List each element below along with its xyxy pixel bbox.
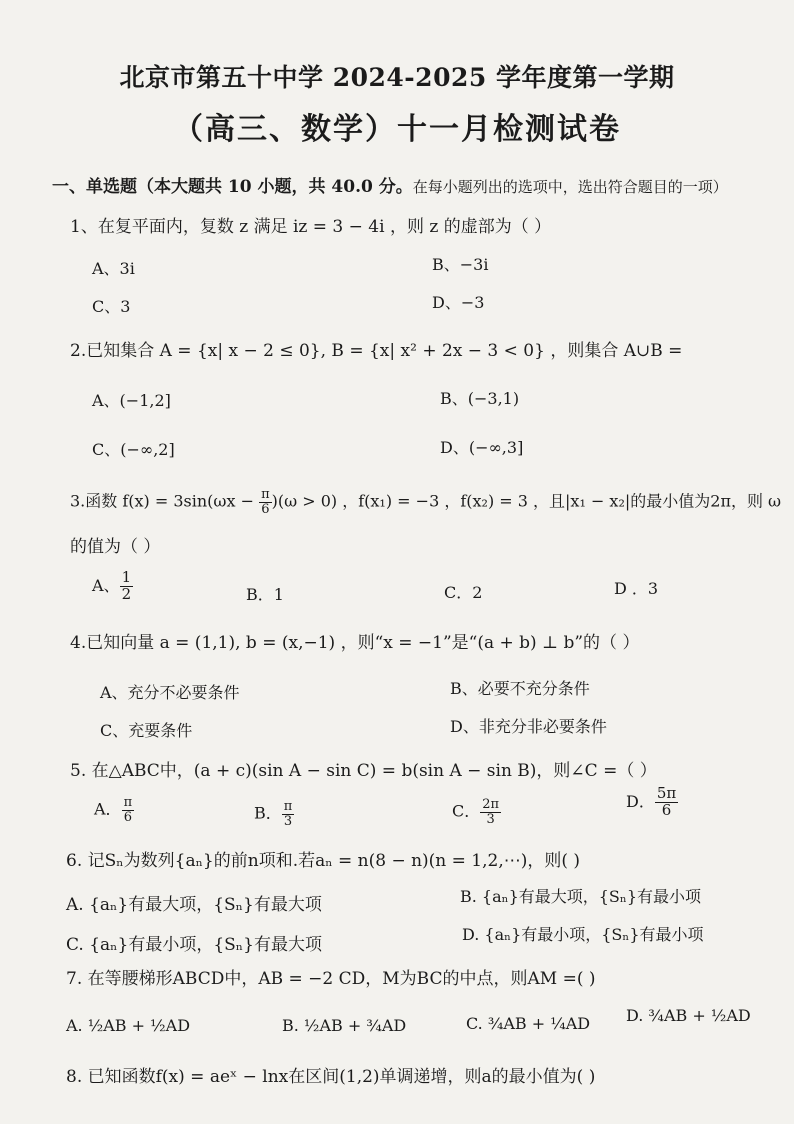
question-3-fraction-den: 6 xyxy=(261,501,270,517)
question-4-option-b: B、必要不充分条件 xyxy=(450,679,590,698)
question-4-option-d: D、非充分非必要条件 xyxy=(450,717,607,736)
section-heading-main: 一、单选题（本大题共 10 小题，共 40.0 分。 xyxy=(52,177,413,197)
question-2-option-a: A、(−1,2] xyxy=(92,391,171,410)
question-6-option-c: C. {aₙ}有最小项，{Sₙ}有最大项 xyxy=(66,935,322,955)
question-5-option-b-frac xyxy=(282,800,295,828)
question-5-option-d xyxy=(626,786,678,819)
question-2-option-c: C、(−∞,2] xyxy=(92,440,175,459)
question-3-stem-part3: 的值为（ ） xyxy=(70,537,161,557)
question-3-option-a xyxy=(92,570,133,603)
question-1-option-c: C、3 xyxy=(92,297,131,316)
question-7-option-d: D. ¾AB + ½AD xyxy=(626,1006,751,1025)
question-5-option-c-label: C． xyxy=(452,801,481,821)
question-5-option-a-num: π xyxy=(123,795,133,810)
question-3-stem xyxy=(70,488,785,516)
question-5-option-b-den: 3 xyxy=(283,813,293,829)
question-4-option-c: C、充要条件 xyxy=(100,721,193,740)
question-3-option-c: C．2 xyxy=(444,583,483,602)
question-5-option-c-den: 3 xyxy=(486,811,495,827)
question-3-stem-part1: 3.函数 f(x) = 3sin(ωx − xyxy=(70,491,260,511)
question-7-option-a: A. ½AB + ½AD xyxy=(66,1016,191,1035)
question-5-option-c-num: 2π xyxy=(482,797,500,812)
question-7-option-c: C. ¾AB + ¼AD xyxy=(466,1014,591,1033)
question-3-option-b: B．1 xyxy=(246,585,284,604)
question-5-option-a-den: 6 xyxy=(123,809,132,825)
question-3-option-a-num: 1 xyxy=(121,568,132,586)
exam-title-line1: 北京市第五十中学 2024-2025 学年度第一学期 xyxy=(119,63,675,92)
question-2-option-d: D、(−∞,3] xyxy=(440,438,524,457)
question-6-stem: 6. 记Sₙ为数列{aₙ}的前n项和.若aₙ = n(8 − n)(n = 1,2,⋯)，则( ) xyxy=(66,851,581,871)
section-heading xyxy=(52,172,782,197)
question-5-option-a xyxy=(94,796,134,824)
question-5-option-b xyxy=(254,800,294,828)
question-5-option-b-label: B． xyxy=(254,803,282,823)
question-5-option-a-frac xyxy=(122,796,135,824)
question-5-stem: 5. 在△ABC中，(a + c)(sin A − sin C) = b(sin A − sin B)，则∠C =（ ） xyxy=(70,761,657,781)
question-7-stem: 7. 在等腰梯形ABCD中，AB = −2 CD，M为BC的中点，则AM =( ) xyxy=(66,969,596,989)
question-3-fraction-num: π xyxy=(261,487,270,502)
question-5-option-c xyxy=(452,798,501,826)
question-5-option-d-num: 5π xyxy=(656,784,677,802)
question-5-option-b-num: π xyxy=(283,799,293,814)
question-3-option-a-label: A、 xyxy=(92,575,120,595)
question-7-option-b: B. ½AB + ¾AD xyxy=(282,1016,407,1035)
question-3-option-a-frac xyxy=(120,570,134,603)
question-1-option-b: B、−3i xyxy=(432,255,489,274)
question-3-stem-part2: )(ω > 0) ，f(x₁) = −3 ，f(x₂) = 3 ，且|x₁ − x₂|的最小值为2π，则 ω xyxy=(271,491,782,511)
question-3-fraction xyxy=(259,488,272,516)
question-1-option-d: D、−3 xyxy=(432,293,485,312)
question-3-option-a-den: 2 xyxy=(121,584,132,603)
question-5-option-d-den: 6 xyxy=(661,800,672,819)
question-6-option-a: A. {aₙ}有最大项，{Sₙ}有最大项 xyxy=(66,895,322,915)
question-1-option-a: A、3i xyxy=(92,259,135,278)
question-2-option-b: B、(−3,1) xyxy=(440,389,520,408)
question-4-stem: 4.已知向量 a = (1,1), b = (x,−1) ，则“x = −1”是“(a + b) ⊥ b”的（ ） xyxy=(70,633,640,653)
question-3-option-d: D ．3 xyxy=(614,579,659,598)
section-heading-note: 在每小题列出的选项中，选出符合题目的一项） xyxy=(412,178,728,196)
question-1-stem: 1、在复平面内，复数 z 满足 iz = 3 − 4i ，则 z 的虚部为（ ） xyxy=(70,217,552,237)
question-6-option-b: B. {aₙ}有最大项，{Sₙ}有最小项 xyxy=(460,887,701,906)
question-5-option-c-frac xyxy=(480,798,501,826)
question-6-option-d: D. {aₙ}有最小项，{Sₙ}有最小项 xyxy=(462,925,704,944)
question-5-option-a-label: A． xyxy=(94,799,122,819)
question-4-option-a: A、充分不必要条件 xyxy=(100,683,240,702)
question-5-option-d-label: D． xyxy=(626,791,655,811)
question-2-stem: 2.已知集合 A = {x| x − 2 ≤ 0}, B = {x| x² + 2x − 3 < 0} ，则集合 A∪B = xyxy=(70,341,683,361)
question-8-stem: 8. 已知函数f(x) = aeˣ − lnx在区间(1,2)单调递增，则a的最小值为( ) xyxy=(66,1067,596,1087)
question-5-option-d-frac xyxy=(655,786,678,819)
exam-title-line2: （高三、数学）十一月检测试卷 xyxy=(173,112,621,147)
